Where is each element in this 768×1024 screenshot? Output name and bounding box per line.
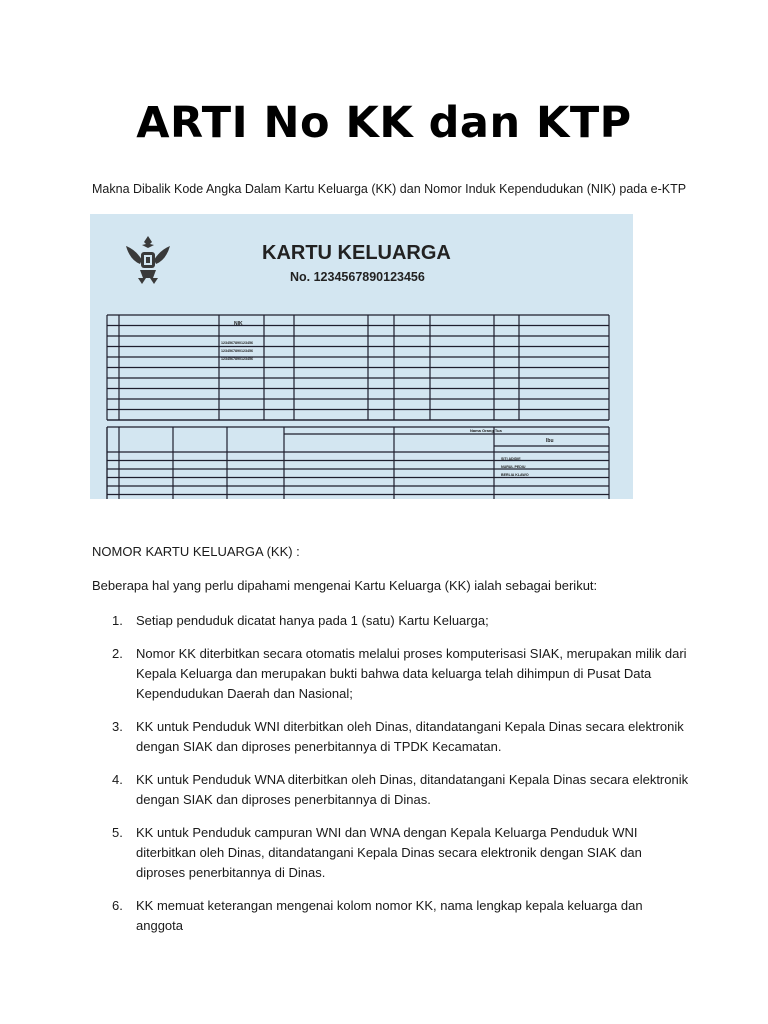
list-item: [92, 644, 692, 704]
nik-value-3: 1234567890123456: [221, 357, 253, 361]
list-item-number: 5.: [112, 825, 123, 840]
nik-column-header: NIK: [234, 321, 243, 327]
kartu-keluarga-image: [90, 214, 633, 499]
kk-heading: KARTU KELUARGA: [262, 242, 451, 264]
document-subtitle: Makna Dibalik Kode Angka Dalam Kartu Keluarga (KK) dan Nomor Induk Kependudukan (NIK) pada e-KTP: [92, 182, 687, 196]
list-item-text: KK untuk Penduduk campuran WNI dan WNA dengan Kepala Keluarga Penduduk WNI diterbitkan oleh Dinas, ditandatangani Kepala Dinas secara elektronik dengan SIAK dan diproses penerbitannya di Dinas.: [136, 825, 642, 880]
page-title: ARTI No KK dan KTP: [136, 98, 632, 148]
section-intro: Beberapa hal yang perlu dipahami mengenai Kartu Keluarga (KK) ialah sebagai berikut:: [92, 578, 598, 593]
list-item-text: KK untuk Penduduk WNI diterbitkan oleh Dinas, ditandatangani Kepala Dinas secara elektronik dengan SIAK dan diproses penerbitannya di TPDK Kecamatan.: [136, 719, 684, 754]
list-item-number: 4.: [112, 772, 123, 787]
list-item-text: Setiap penduduk dicatat hanya pada 1 (satu) Kartu Keluarga;: [136, 613, 489, 628]
list-item-number: 1.: [112, 613, 123, 628]
list-item: [92, 823, 692, 883]
mother-name-3: BERLIA KLAWO: [501, 473, 529, 477]
kk-number: No. 1234567890123456: [290, 270, 425, 284]
list-item-number: 3.: [112, 719, 123, 734]
nik-value-1: 1234567890123456: [221, 341, 253, 345]
list-item: [92, 611, 692, 631]
list-item: [92, 717, 692, 757]
mother-column-header: Ibu: [546, 438, 554, 444]
lower-table-grid: [107, 427, 609, 499]
list-item: [92, 770, 692, 810]
section-heading: NOMOR KARTU KELUARGA (KK) :: [92, 544, 300, 559]
list-item-number: 2.: [112, 646, 123, 661]
requirements-list: [92, 611, 692, 949]
upper-table-grid: [107, 315, 609, 420]
kk-family-table: [90, 214, 633, 499]
nik-value-2: 1234567890123456: [221, 349, 253, 353]
list-item-text: KK untuk Penduduk WNA diterbitkan oleh Dinas, ditandatangani Kepala Dinas secara elektronik dengan SIAK dan diproses penerbitannya di Dinas.: [136, 772, 689, 807]
list-item-text: Nomor KK diterbitkan secara otomatis melalui proses komputerisasi SIAK, merupakan milik dari Kepala Keluarga dan merupakan bukti bahwa data keluarga telah dihimpun di Pusat Data Kependudukan Daerah dan Nasional;: [136, 646, 687, 701]
mother-name-2: NURUL PEDIU: [501, 465, 526, 469]
list-item-text: KK memuat keterangan mengenai kolom nomor KK, nama lengkap kepala keluarga dan anggota: [136, 898, 643, 933]
mother-name-1: SITI ADIDIE: [501, 457, 521, 461]
list-item: [92, 896, 692, 936]
parents-column-header: Nama Orang Tua: [470, 428, 502, 433]
list-item-number: 6.: [112, 898, 123, 913]
